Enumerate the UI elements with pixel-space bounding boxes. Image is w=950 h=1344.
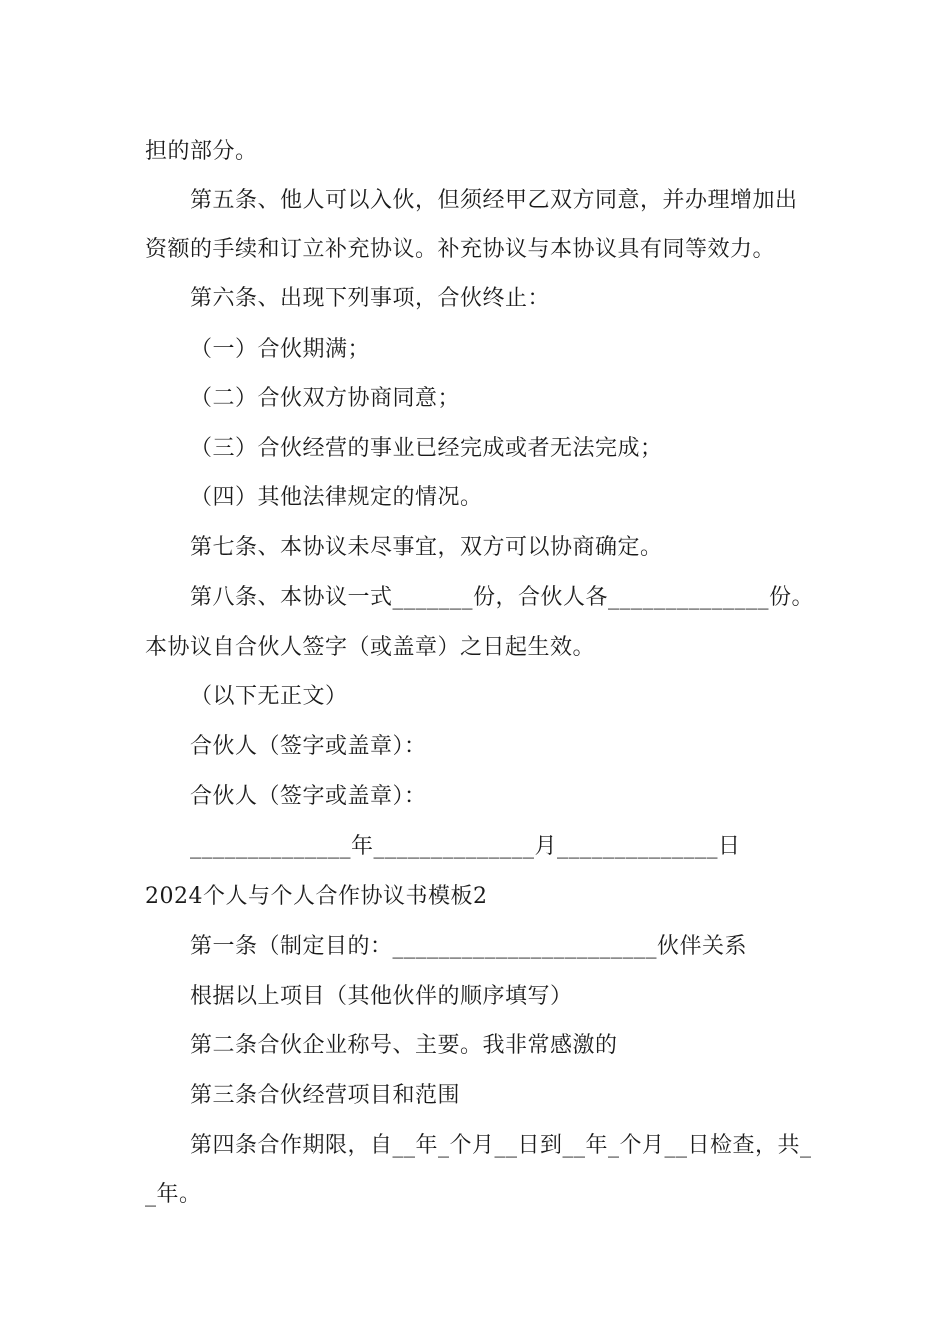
article-6-line: 第六条、出现下列事项，合伙终止：	[190, 286, 551, 311]
list-item: （一）合伙期满；	[190, 337, 371, 362]
article-4-line: 第四条合作期限，自__年_个月__日到__年_个月__日检查，共_	[190, 1133, 812, 1158]
list-item: （三）合伙经营的事业已经完成或者无法完成；	[190, 436, 663, 461]
list-item: （二）合伙双方协商同意；	[190, 386, 461, 411]
paragraph-line: 本协议自合伙人签字（或盖章）之日起生效。	[145, 635, 596, 660]
paragraph-line: 担的部分。	[145, 139, 258, 164]
paragraph-line: 资额的手续和订立补充协议。补充协议与本协议具有同等效力。	[145, 237, 776, 262]
article-3-line: 第三条合伙经营项目和范围	[190, 1083, 461, 1108]
article-1-line: 第一条（制定目的：_______________________伙伴关系	[190, 934, 748, 959]
list-item: （四）其他法律规定的情况。	[190, 485, 483, 510]
article-7-line: 第七条、本协议未尽事宜，双方可以协商确定。	[190, 535, 663, 560]
paragraph-line: 根据以上项目（其他伙伴的顺序填写）	[190, 984, 573, 1009]
no-text-note: （以下无正文）	[190, 684, 348, 709]
section-title: 2024个人与个人合作协议书模板2	[145, 884, 488, 909]
paragraph-line: _年。	[145, 1182, 202, 1207]
article-5-line: 第五条、他人可以入伙，但须经甲乙双方同意，并办理增加出	[190, 188, 798, 213]
signature-line: 合伙人（签字或盖章）：	[190, 784, 427, 809]
article-2-line: 第二条合伙企业称号、主要。我非常感激的	[190, 1033, 618, 1058]
date-line: ______________年______________月______________日	[190, 834, 741, 859]
article-8-line: 第八条、本协议一式_______份，合伙人各______________份。	[190, 585, 815, 610]
signature-line: 合伙人（签字或盖章）：	[190, 734, 427, 759]
